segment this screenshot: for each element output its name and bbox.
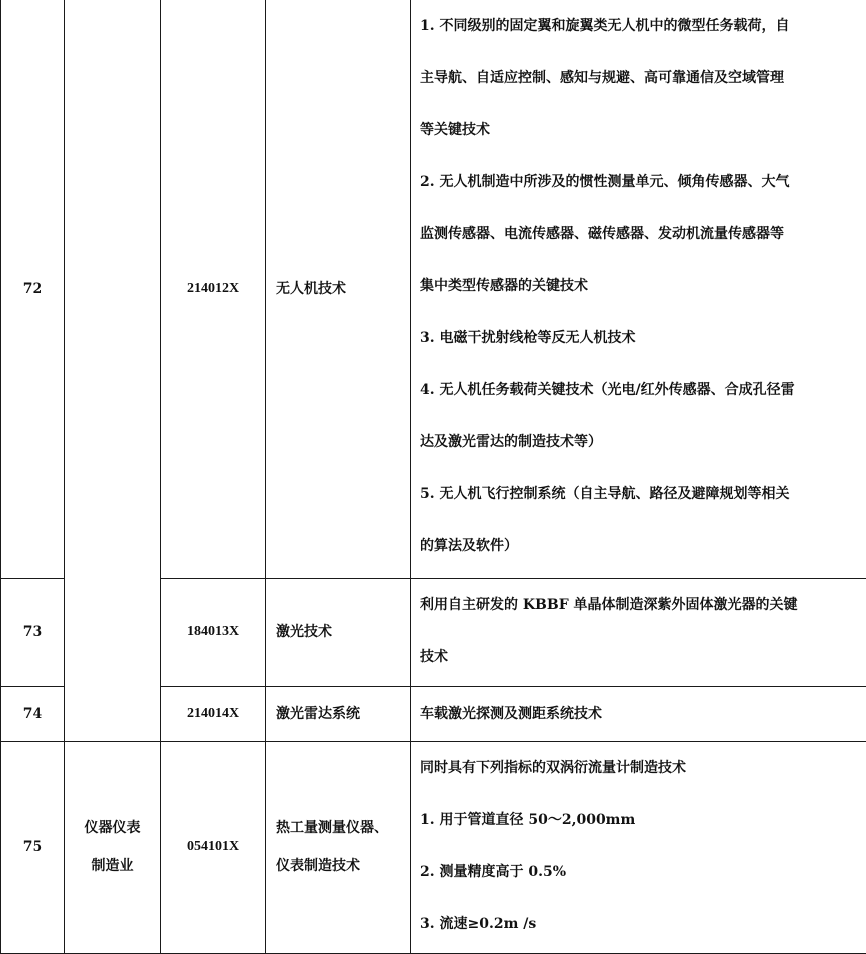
description-line: 3. 电磁干扰射线枪等反无人机技术 (420, 312, 858, 364)
description-line: 达及激光雷达的制造技术等） (420, 416, 858, 468)
table-row (1, 741, 866, 953)
description-line: 2. 测量精度高于 0.5% (420, 846, 858, 898)
description-line: 等关键技术 (420, 104, 858, 156)
row-number: 73 (1, 578, 65, 686)
row-number: 72 (1, 0, 65, 578)
row-number: 75 (1, 741, 65, 953)
tech-name: 激光技术 (266, 578, 411, 686)
category-line: 仪器仪表 (65, 809, 160, 847)
tech-description (411, 578, 866, 686)
description-line: 2. 无人机制造中所涉及的惯性测量单元、倾角传感器、大气 (420, 156, 858, 208)
tech-name-line: 热工量测量仪器、 (276, 809, 410, 847)
description-line: 利用自主研发的 KBBF 单晶体制造深紫外固体激光器的关键 (420, 579, 858, 631)
tech-code: 214014X (161, 686, 266, 741)
description-line: 主导航、自适应控制、感知与规避、高可靠通信及空域管理 (420, 52, 858, 104)
description-line: 同时具有下列指标的双涡衍流量计制造技术 (420, 742, 858, 794)
description-line: 1. 不同级别的固定翼和旋翼类无人机中的微型任务载荷，自 (420, 0, 858, 52)
description-line: 车载激光探测及测距系统技术 (420, 688, 858, 740)
tech-code: 214012X (161, 0, 266, 578)
tech-code: 184013X (161, 578, 266, 686)
tech-description (411, 0, 866, 578)
description-line: 3. 流速≥0.2m /s (420, 898, 858, 950)
description-line: 集中类型传感器的关键技术 (420, 260, 858, 312)
tech-name (266, 741, 411, 953)
description-line: 技术 (420, 631, 858, 683)
tech-name: 激光雷达系统 (266, 686, 411, 741)
description-line: 的算法及软件） (420, 520, 858, 572)
tech-description (411, 686, 866, 741)
description-line: 1. 用于管道直径 50～2,000mm (420, 794, 858, 846)
description-line: 5. 无人机飞行控制系统（自主导航、路径及避障规划等相关 (420, 468, 858, 520)
tech-name-line: 仪表制造技术 (276, 847, 410, 885)
row-number: 74 (1, 686, 65, 741)
description-line: 4. 无人机任务载荷关键技术（光电/红外传感器、合成孔径雷 (420, 364, 858, 416)
category-cell (65, 0, 161, 741)
tech-code: 054101X (161, 741, 266, 953)
tech-name: 无人机技术 (266, 0, 411, 578)
table-row (1, 0, 866, 578)
description-line: 监测传感器、电流传感器、磁传感器、发动机流量传感器等 (420, 208, 858, 260)
category-cell (65, 741, 161, 953)
category-line: 制造业 (65, 847, 160, 885)
tech-description (411, 741, 866, 953)
